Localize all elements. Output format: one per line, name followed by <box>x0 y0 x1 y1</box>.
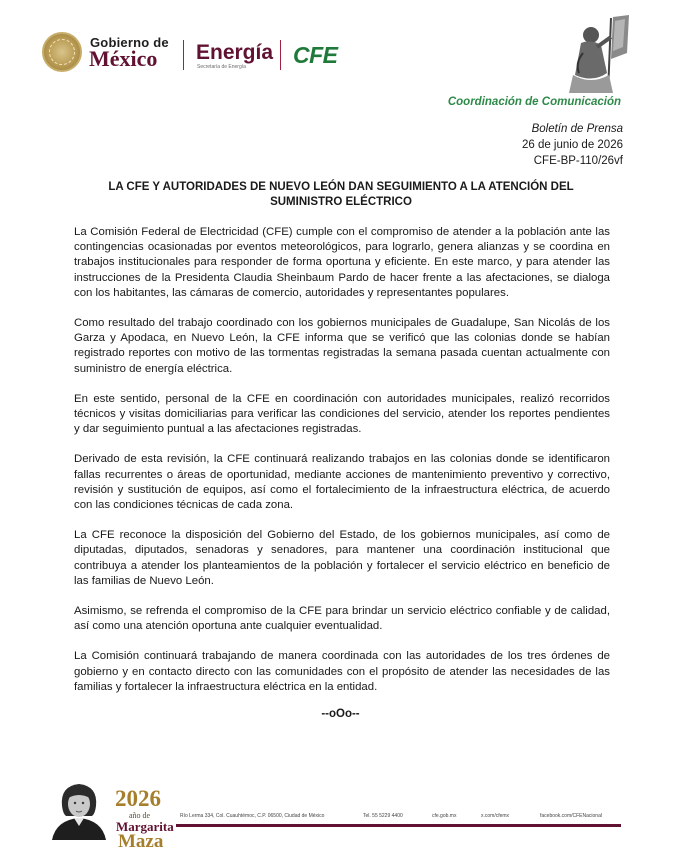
coordinacion-label: Coordinación de Comunicación <box>447 96 621 108</box>
paragraph: En este sentido, personal de la CFE en coordinación con autoridades municipales, realizó recorridos técnicos y visitas domiciliarias para verificar las condiciones del servicio, atender los reportes pendientes y dar seguimiento puntual a las afectaciones registradas. <box>74 392 610 436</box>
paragraph: Asimismo, se refrenda el compromiso de la CFE para brindar un servicio eléctrico confiable y de calidad, así como una atención oportuna ante cualquier eventualidad. <box>74 605 610 633</box>
paragraph: La Comisión Federal de Electricidad (CFE) cumple con el compromiso de atender a la población ante las contingencias ocasionadas por eventos meteorológicos, para lograrlo, genera alianzas y se coordina en trabajos institucionales para responder de forma oportuna y eficiente. En este marco, y para atender las instrucciones de la Presidenta Claudia Sheinbaum Pardo de hacer frente a las afectaciones, se dialoga con los habitantes, las cámaras de comercio, autoridades y representantes populares. <box>74 226 610 299</box>
headline: LA CFE Y AUTORIDADES DE NUEVO LEÓN DAN SEGUIMIENTO A LA ATENCIÓN DEL SUMINISTRO ELÉCTRICO <box>108 181 574 208</box>
facebook-link[interactable]: facebook.com/CFENacional <box>540 813 602 819</box>
paragraph: Como resultado del trabajo coordinado con los gobiernos municipales de Guadalupe, San Nicolás de los Garza y Apodaca, en Nuevo León, la CFE informa que se verificó que las colonias donde se habían registrado reportes con motivo de las tormentas registradas la semana pasada cuentan actualmente con suministro de energía eléctrica. <box>74 317 610 375</box>
maza-label: Maza <box>118 831 164 852</box>
energia-sub-label: Secretaría de Energía <box>197 64 246 70</box>
press-body <box>74 225 610 710</box>
bulletin-meta <box>522 121 623 169</box>
letterhead <box>0 0 681 90</box>
margarita-maza-portrait-icon <box>48 780 110 840</box>
paragraph: La CFE reconoce la disposición del Gobierno del Estado, de los gobiernos municipales, así como de diputadas, diputados, senadoras y senadores, para mantener una coordinación institucional que contribuya a atender los planteamientos de la población y fortalecer el servicio eléctrico en beneficio de las familias de Nuevo León. <box>74 529 610 587</box>
bulletin-number: CFE-BP-110/26vf <box>533 155 623 167</box>
address-text: Río Lerma 334, Col. Cuauhtémoc, C.P. 06500, Ciudad de México <box>180 813 325 819</box>
energia-logo: Energía <box>196 41 274 64</box>
patria-statue-icon <box>553 13 633 95</box>
phone-text: Tel. 55 5229 4400 <box>363 813 403 819</box>
divider <box>280 40 281 70</box>
paragraph: La Comisión continuará trabajando de manera coordinada con las autoridades de los tres órdenes de gobierno y en contacto directo con las comunidades con el propósito de atender las necesidades de las familias y fortalecer la infraestructura eléctrica en la entidad. <box>74 650 610 693</box>
paragraph: Derivado de esta revisión, la CFE continuará realizando trabajos en las colonias donde se identificaron fallas recurrentes o áreas de oportunidad, mediante acciones de mantenimiento preventivo y correctivo, revisión y sustitución de equipos, así como el fortalecimiento de la infraestructura eléctrica, de acuerdo con las condiciones técnicas de cada zona. <box>74 453 610 512</box>
closing-mark: --oOo-- <box>321 708 360 720</box>
cfe-logo: CFE <box>293 42 338 68</box>
margarita-label: Margarita <box>116 819 174 834</box>
web-link[interactable]: cfe.gob.mx <box>432 813 457 819</box>
year-sub: año de <box>129 811 151 820</box>
gobierno-label: Gobierno de <box>90 35 169 50</box>
footer-rule <box>176 824 621 827</box>
boletin-label: Boletín de Prensa <box>531 123 623 135</box>
coat-of-arms-icon <box>42 32 82 72</box>
divider <box>183 40 184 70</box>
year-2026: 2026 <box>115 786 161 811</box>
x-link[interactable]: x.com/cfemx <box>481 813 510 819</box>
date-label: 26 de junio de 2026 <box>521 139 623 151</box>
mexico-label: México <box>89 46 158 71</box>
